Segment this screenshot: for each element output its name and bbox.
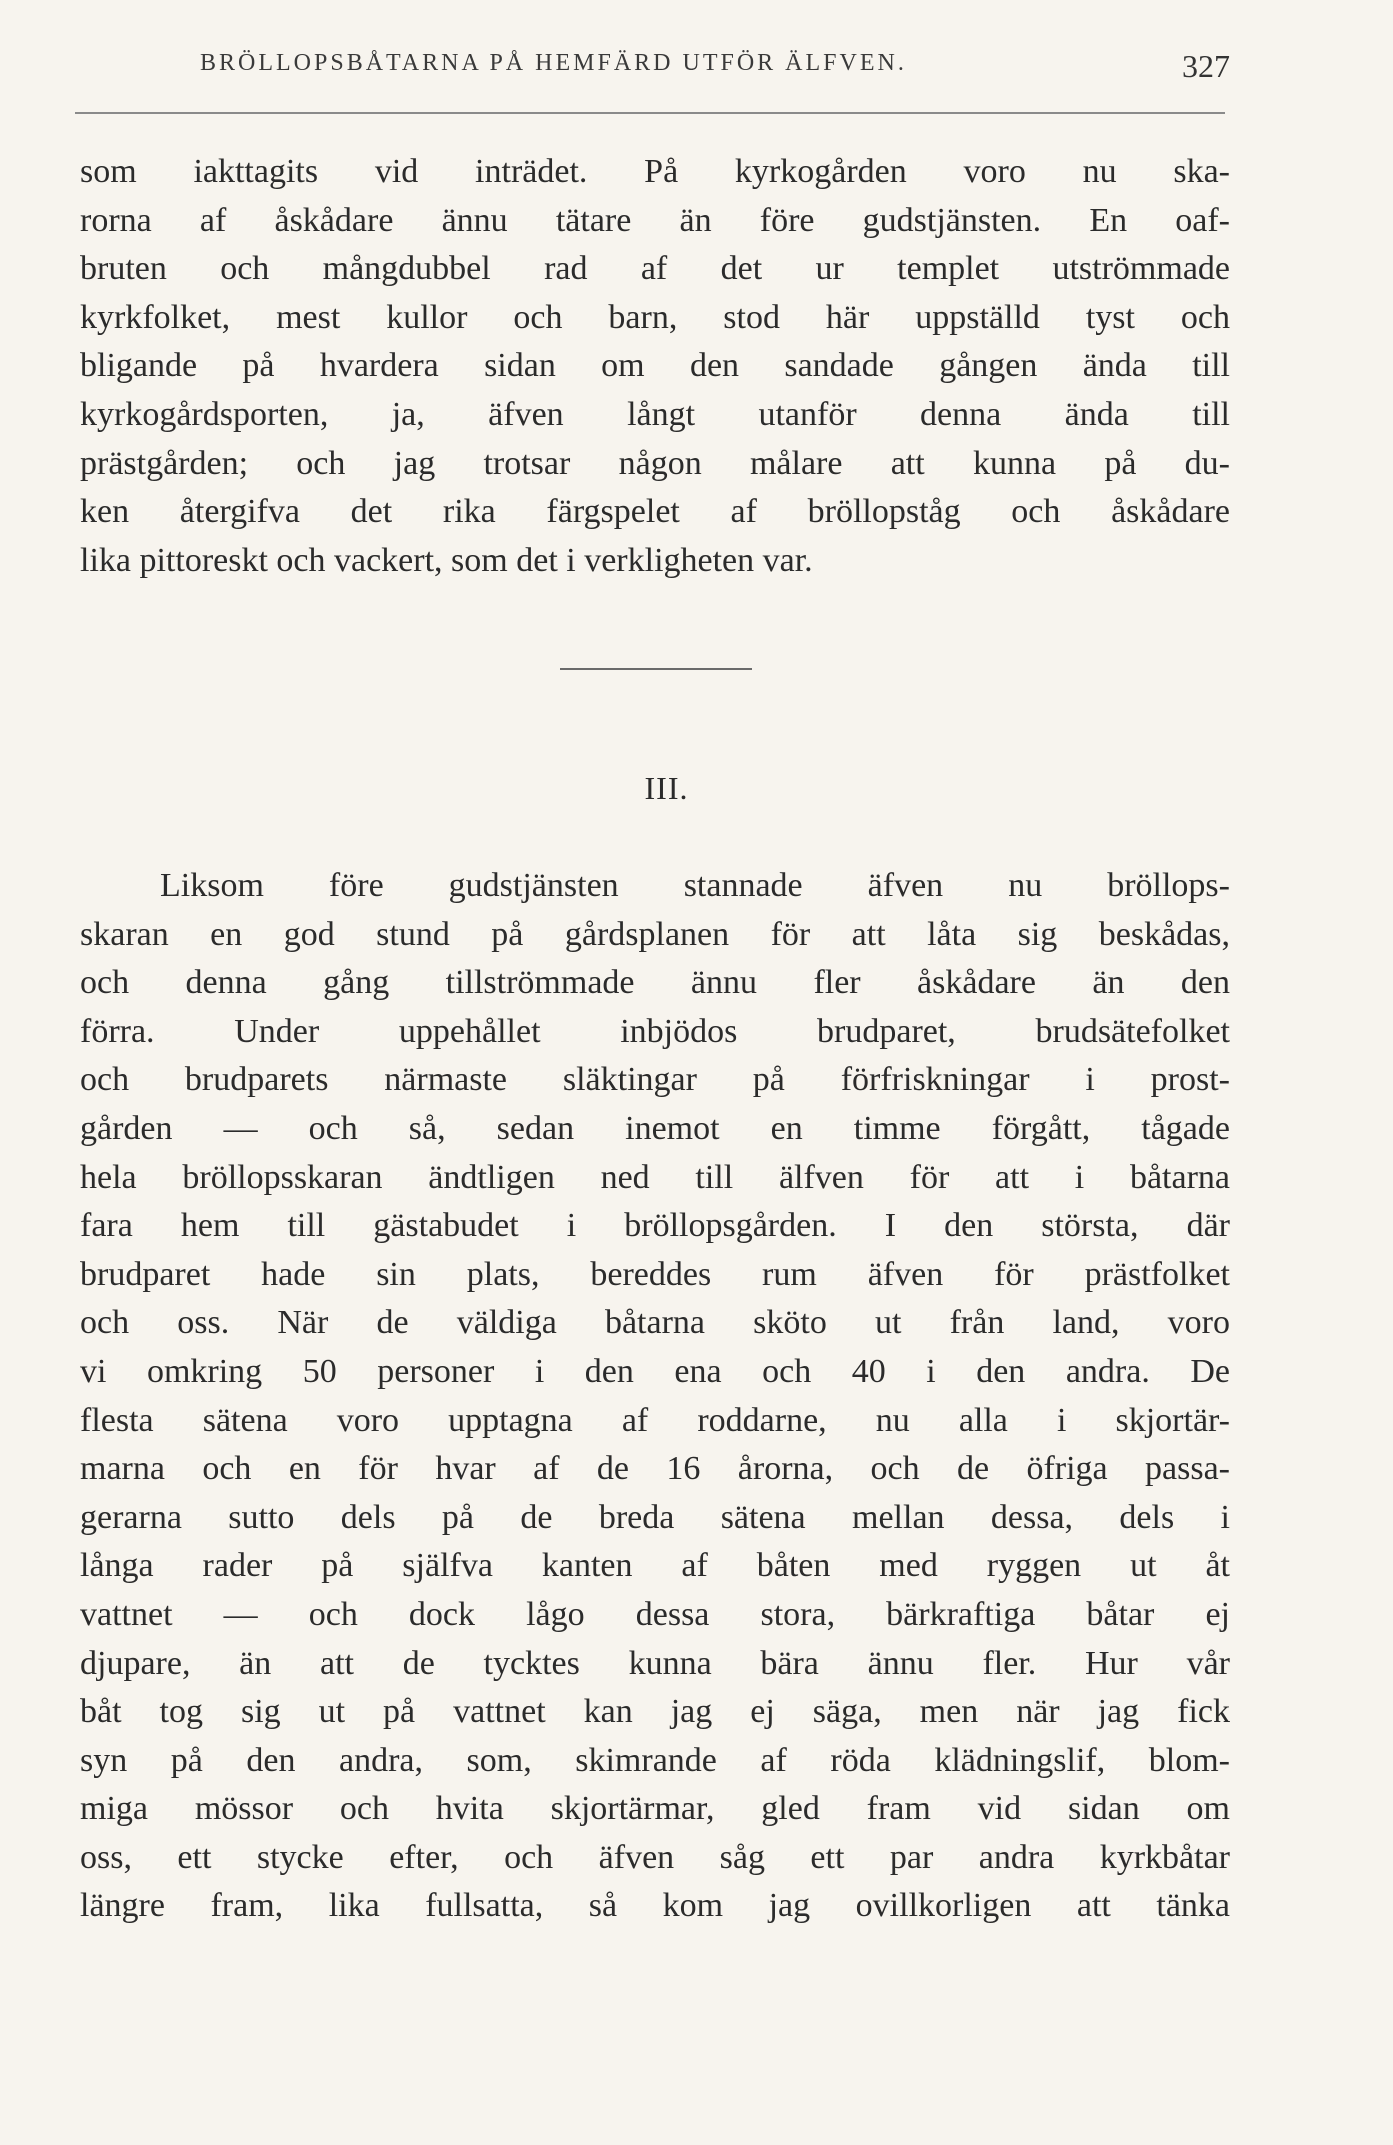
text-line: som iakttagits vid inträdet. På kyrkogården voro nu ska- [80,153,1230,190]
text-line: rorna af åskådare ännu tätare än före gudstjänsten. En oaf- [80,201,1230,239]
text-line: och oss. När de väldiga båtarna sköto ut från land, voro [80,1304,1230,1342]
paragraph-continued [80,148,1230,585]
text-line: djupare, än att de tycktes kunna bära ännu fler. Hur vår [80,1644,1230,1682]
text-line: oss, ett stycke efter, och äfven såg ett par andra kyrkbåtar [80,1838,1230,1876]
text-line: marna och en för hvar af de 16 årorna, och de öfriga passa- [80,1450,1230,1488]
text-line: ken återgifva det rika färgspelet af bröllopståg och åskådare [80,493,1230,531]
text-line: hela bröllopsskaran ändtligen ned till älfven för att i båtarna [80,1158,1230,1196]
section-number: III. [644,770,689,806]
section-divider [560,668,752,670]
text-line: prästgården; och jag trotsar någon målare att kunna på du- [80,444,1230,482]
text-line: längre fram, lika fullsatta, så kom jag ovillkorligen att tänka [80,1887,1230,1925]
text-line: fara hem till gästabudet i bröllopsgården. I den största, där [80,1207,1230,1245]
text-line: långa rader på själfva kanten af båten med ryggen ut åt [80,1547,1230,1585]
text-line: vattnet — och dock lågo dessa stora, bärkraftiga båtar ej [80,1595,1230,1633]
text-line: gården — och så, sedan inemot en timme förgått, tågade [80,1109,1230,1147]
text-line: båt tog sig ut på vattnet kan jag ej säga, men när jag fick [80,1693,1230,1731]
text-line: miga mössor och hvita skjortärmar, gled fram vid sidan om [80,1790,1230,1828]
text-line: flesta sätena voro upptagna af roddarne, nu alla i skjortär- [80,1401,1230,1439]
text-line: kyrkfolket, mest kullor och barn, stod här uppställd tyst och [80,298,1230,336]
text-line: och brudparets närmaste släktingar på förfriskningar i prost- [80,1061,1230,1099]
header-rule [75,112,1225,114]
page-header [200,48,1230,98]
text-line: bruten och mångdubbel rad af det ur templet utströmmade [80,250,1230,288]
text-line: syn på den andra, som, skimrande af röda klädningslif, blom- [80,1741,1230,1779]
text-line: förra. Under uppehållet inbjödos brudparet, brudsätefolket [80,1012,1230,1050]
text-line: och denna gång tillströmmade ännu fler åskådare än den [80,964,1230,1002]
text-line: skaran en god stund på gårdsplanen för att låta sig beskådas, [80,915,1230,953]
text-line: kyrkogårdsporten, ja, äfven långt utanför denna ända till [80,395,1230,433]
text-line: vi omkring 50 personer i den ena och 40 i den andra. De [80,1352,1230,1390]
page-number: 327 [1182,48,1230,84]
text-line: gerarna sutto dels på de breda sätena mellan dessa, dels i [80,1498,1230,1536]
text-line: bligande på hvardera sidan om den sandade gången ända till [80,347,1230,385]
text-line: brudparet hade sin plats, bereddes rum äfven för prästfolket [80,1255,1230,1293]
paragraph-section-three [80,862,1230,1931]
section-heading [0,770,1393,807]
text-line: lika pittoreskt och vackert, som det i verkligheten var. [80,541,813,579]
running-title: BRÖLLOPSBÅTARNA PÅ HEMFÄRD UTFÖR ÄLFVEN. [200,50,907,76]
text-line: Liksom före gudstjänsten stannade äfven nu bröllops- [160,867,1230,904]
